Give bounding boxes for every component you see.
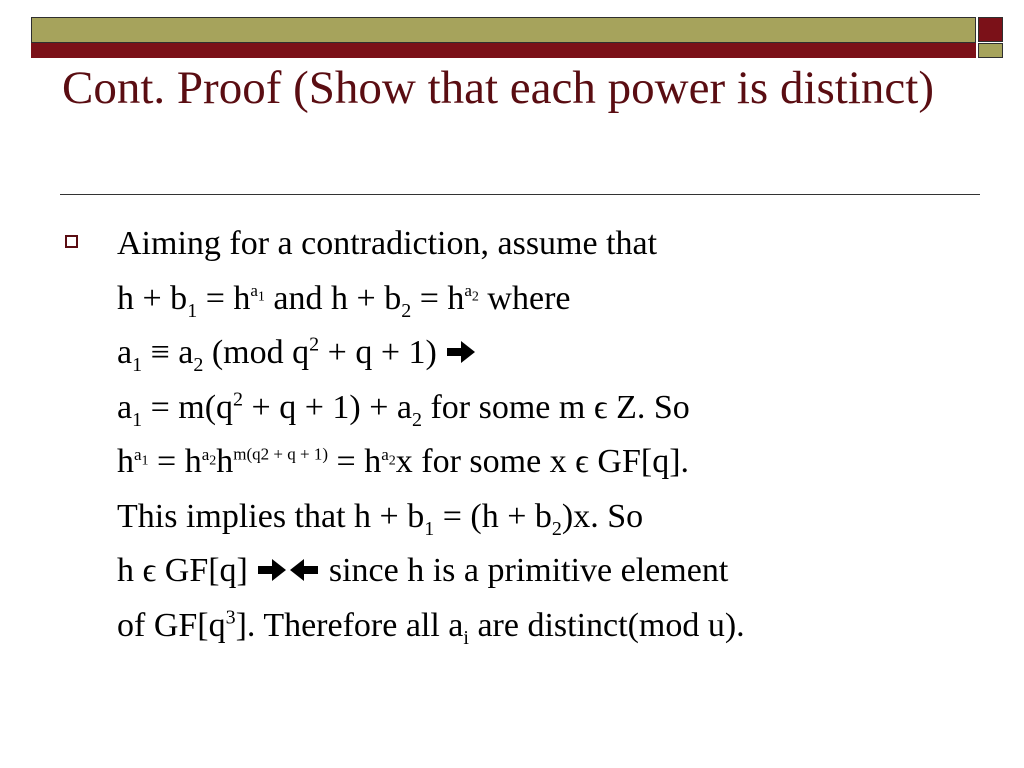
subscript: 1: [132, 353, 143, 376]
subscript: 2: [193, 353, 204, 376]
text: where: [478, 279, 571, 317]
subscript: 1: [132, 408, 143, 431]
text: a: [464, 281, 472, 301]
proof-line-5: [117, 435, 997, 490]
text: h: [216, 443, 234, 480]
subscript: 2: [401, 299, 412, 322]
superscript: 3: [225, 606, 236, 629]
text: + q + 1): [319, 334, 446, 371]
text: = h: [148, 443, 202, 480]
text: + q + 1) + a: [243, 388, 412, 426]
text: a: [134, 444, 142, 464]
text: This implies that h + b: [117, 497, 425, 535]
text: a: [117, 388, 133, 426]
text: for some m ϵ Z. So: [421, 388, 690, 426]
text: of GF[q: [117, 606, 226, 644]
proof-line-4: [117, 381, 997, 436]
text: (mod q: [203, 334, 310, 371]
superscript: [201, 444, 217, 469]
bullet-square-icon: [65, 235, 78, 248]
text: = h: [328, 443, 382, 480]
subscript: 2: [551, 517, 562, 540]
superscript: [134, 444, 149, 469]
subscript: 1: [141, 453, 149, 469]
corner-square-red: [978, 17, 1003, 42]
text: )x. So: [561, 497, 644, 535]
subscript: 2: [411, 408, 422, 431]
subscript: 2: [388, 453, 396, 469]
title-divider: [60, 194, 980, 195]
proof-line-3: [117, 326, 997, 381]
subscript: i: [463, 626, 469, 649]
text: Aiming for a contradiction, assume that: [117, 225, 658, 262]
subscript: 2: [471, 289, 479, 305]
proof-line-2: [117, 272, 997, 327]
text: ≡ a: [142, 334, 194, 371]
text: a: [381, 444, 389, 464]
slide-title: Cont. Proof (Show that each power is distinct): [62, 62, 934, 114]
superscript: [250, 281, 265, 305]
superscript: [381, 444, 396, 469]
text: h ϵ GF[q]: [117, 552, 257, 589]
text: h + b: [117, 279, 188, 317]
superscript: 2: [233, 388, 244, 411]
text: = h: [197, 279, 251, 317]
proof-line-6: [117, 490, 997, 545]
text: a: [117, 334, 133, 371]
text: a: [201, 444, 210, 464]
text: = h: [411, 279, 465, 317]
proof-line-1: [117, 217, 997, 272]
text: ]. Therefore all a: [235, 606, 464, 644]
superscript: m(q2 + q + 1): [233, 444, 329, 464]
proof-line-7: [117, 544, 997, 599]
subscript: 1: [257, 289, 265, 305]
subscript: 2: [209, 453, 217, 469]
proof-body: [117, 217, 997, 653]
superscript: [464, 281, 479, 305]
text: = (h + b: [434, 497, 552, 535]
text: = m(q: [142, 388, 234, 426]
header-band-olive: [31, 17, 976, 43]
corner-square-olive: [978, 43, 1003, 58]
text: are distinct(mod u).: [468, 606, 745, 644]
right-arrow-icon: [256, 552, 288, 589]
text: since h is a primitive element: [320, 552, 729, 589]
subscript: 1: [424, 517, 435, 540]
left-arrow-icon: [288, 552, 320, 589]
proof-line-8: [117, 599, 997, 654]
subscript: 1: [187, 299, 198, 322]
superscript: 2: [309, 333, 320, 356]
text: x for some x ϵ GF[q].: [395, 443, 690, 480]
text: a: [250, 281, 258, 301]
text: h: [117, 443, 134, 480]
right-arrow-icon: [445, 334, 477, 371]
text: and h + b: [264, 279, 402, 317]
